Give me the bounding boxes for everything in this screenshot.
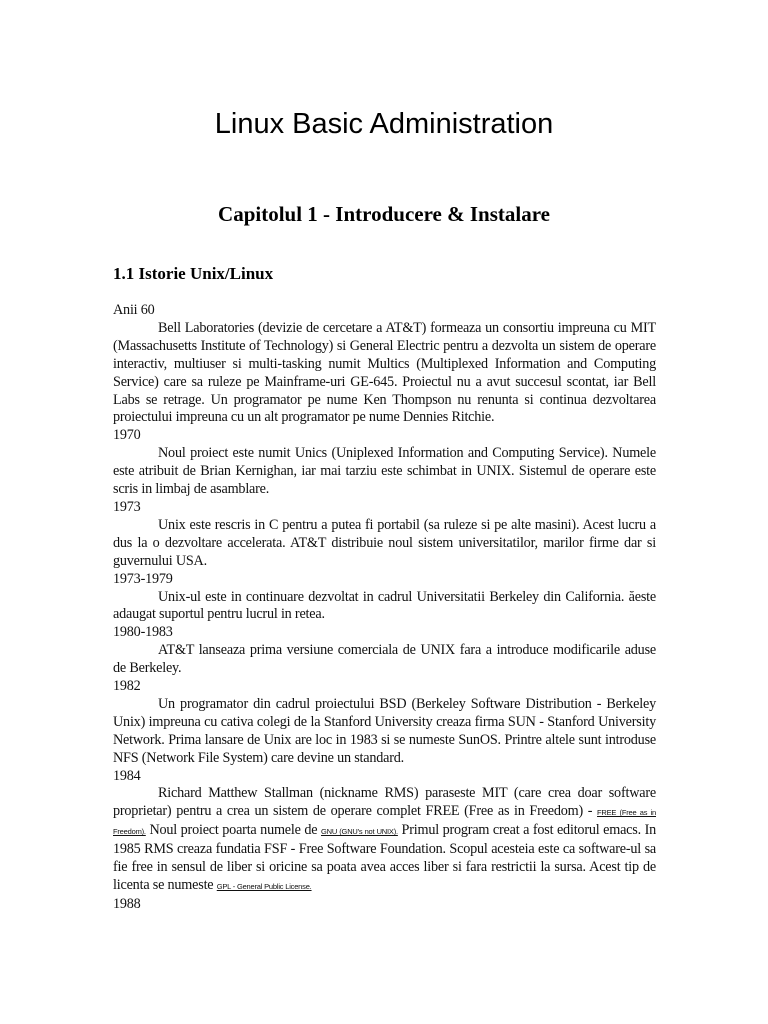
era-text: AT&T lanseaza prima versiune comerciala de UNIX fara a introduce modificarile aduse de Berkeley.	[113, 642, 656, 677]
free-link[interactable]: FREE (Free as in Freedom).	[113, 808, 656, 837]
era-text: Un programator din cadrul proiectului BSD (Berkeley Software Distribution - Berkeley Unix) impreuna cu cativa colegi de la Stanford University creaza firma SUN - Stanford University Network. Prima lansare de Unix are loc in 1983 si se numeste SunOS. Printre altele sunt introduse NFS (Network File System) care devine un standard.	[113, 695, 656, 766]
era-label: 1982	[113, 678, 141, 695]
era-label: 1984	[113, 767, 141, 784]
era-text-part: Noul proiect poarta numele de	[145, 822, 322, 839]
gpl-link[interactable]: GPL - General Public License.	[216, 882, 312, 891]
era-text-part: Primul program creat a fost editorul emacs. In 1985 RMS creaza fundatia FSF - Free Software Foundation. Scopul acesteia este ca software-ul sa fie free in sensul de liber si oricine sa poata avea acces liber si fara restrictii la sursa. Acest tip de licenta se numeste	[113, 822, 656, 893]
era-label: Anii 60	[113, 302, 155, 318]
section-title: 1.1 Istorie Unix/Linux	[113, 264, 274, 283]
era-label: 1970	[113, 427, 141, 444]
era-text-part: Richard Matthew Stallman (nickname RMS) paraseste MIT (care crea doar software proprietar) pentru a crea un sistem de operare complet FREE (Free as in Freedom) -	[113, 785, 656, 820]
document-title: Linux Basic Administration	[214, 108, 554, 140]
era-text: Unix-ul este in continuare dezvoltat in cadrul Universitatii Berkeley din California. ăeste adaugat suportul pentru lucrul in retea.	[113, 588, 656, 623]
era-label: 1988	[113, 895, 141, 912]
gnu-link[interactable]: GNU (GNU's not UNIX).	[321, 827, 398, 837]
era-label: 1973-1979	[113, 570, 173, 587]
era-text: Bell Laboratories (devizie de cercetare a AT&T) formeaza un consortiu impreuna cu MIT (Massachusetts Institute of Technology) si General Electric pentru a dezvolta un sistem de operare interactiv, multiuser si multi-tasking numit Multics (Multiplexed Information and Computing Service) care sa ruleze pe Mainframe-uri GE-645. Proiectul nu a avut succesul scontat, iar Bell Labs se retrage. Un programator pe nume Ken Thompson nu renunta si continua dezvoltarea proiectului impreuna cu un alt programator pe nume Dennies Ritchie.	[113, 319, 656, 426]
era-label: 1973	[113, 498, 141, 515]
chapter-title: Capitolul 1 - Introducere & Instalare	[218, 202, 550, 226]
era-label: 1980-1983	[113, 624, 173, 641]
era-text: Noul proiect este numit Unics (Uniplexed Information and Computing Service). Numele este atribuit de Brian Kernighan, iar mai tarziu este schimbat in UNIX. Sistemul de operare este scris in limbaj de asamblare.	[113, 445, 656, 498]
era-text: Unix este rescris in C pentru a putea fi portabil (sa ruleze si pe alte masini). Acest lucru a dus la o dezvoltare accelerata. AT&T distribuie noul sistem universitatilor, marilor firme dar si guvernului USA.	[113, 516, 656, 569]
document-body	[113, 302, 656, 914]
era-text	[113, 785, 656, 895]
